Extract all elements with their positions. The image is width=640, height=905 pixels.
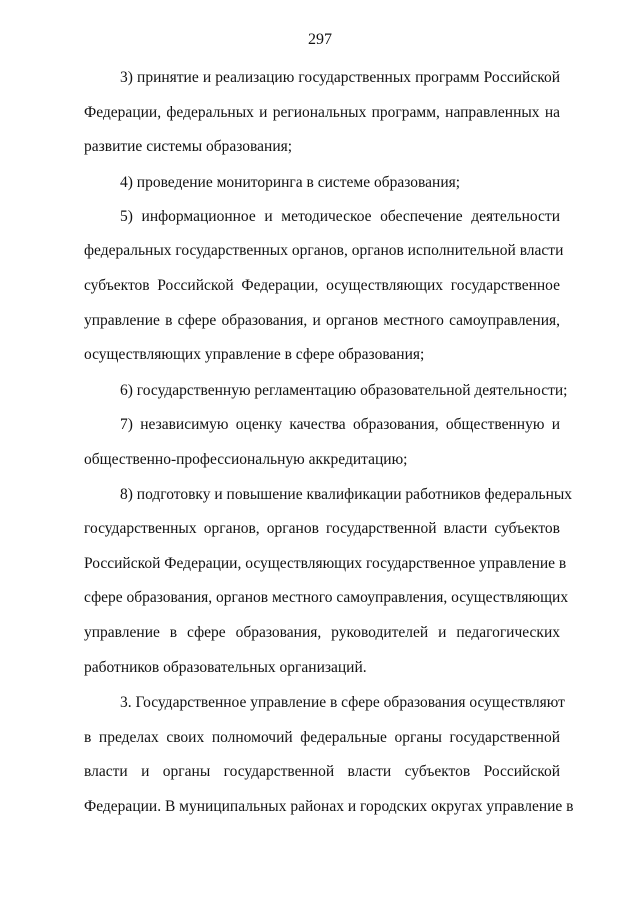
text-line: сфере образования, органов местного самоуправления, осуществляющих xyxy=(84,589,569,606)
text-line: 3. Государственное управление в сфере образования осуществляют xyxy=(120,694,565,711)
text-line: власти и органы государственной власти субъектов Российской xyxy=(84,763,560,780)
text-line: 4) проведение мониторинга в системе образования; xyxy=(120,174,461,191)
text-line: Федерации. В муниципальных районах и городских округах управление в xyxy=(84,798,574,815)
text-line: 6) государственную регламентацию образовательной деятельности; xyxy=(120,382,568,399)
text-line: управление в сфере образования, руководителей и педагогических xyxy=(84,624,560,641)
text-line: развитие системы образования; xyxy=(84,138,293,155)
text-line: субъектов Российской Федерации, осуществляющих государственное xyxy=(84,277,560,294)
text-line: в пределах своих полномочий федеральные органы государственной xyxy=(84,729,560,746)
text-line: государственных органов, органов государственной власти субъектов xyxy=(84,520,560,537)
text-line: Федерации, федеральных и региональных программ, направленных на xyxy=(84,104,560,121)
text-line: 7) независимую оценку качества образования, общественную и xyxy=(120,416,560,433)
page-number: 297 xyxy=(308,31,332,48)
text-line: осуществляющих управление в сфере образования; xyxy=(84,346,425,363)
text-line: управление в сфере образования, и органов местного самоуправления, xyxy=(84,312,560,329)
text-line: федеральных государственных органов, органов исполнительной власти xyxy=(84,242,564,259)
text-line: Российской Федерации, осуществляющих государственное управление в xyxy=(84,555,567,572)
text-line: 8) подготовку и повышение квалификации работников федеральных xyxy=(120,486,573,503)
text-line: общественно-профессиональную аккредитацию; xyxy=(84,451,408,468)
text-line: 3) принятие и реализацию государственных программ Российской xyxy=(120,69,560,86)
text-line: работников образовательных организаций. xyxy=(84,659,367,676)
text-line: 5) информационное и методическое обеспечение деятельности xyxy=(120,208,560,225)
